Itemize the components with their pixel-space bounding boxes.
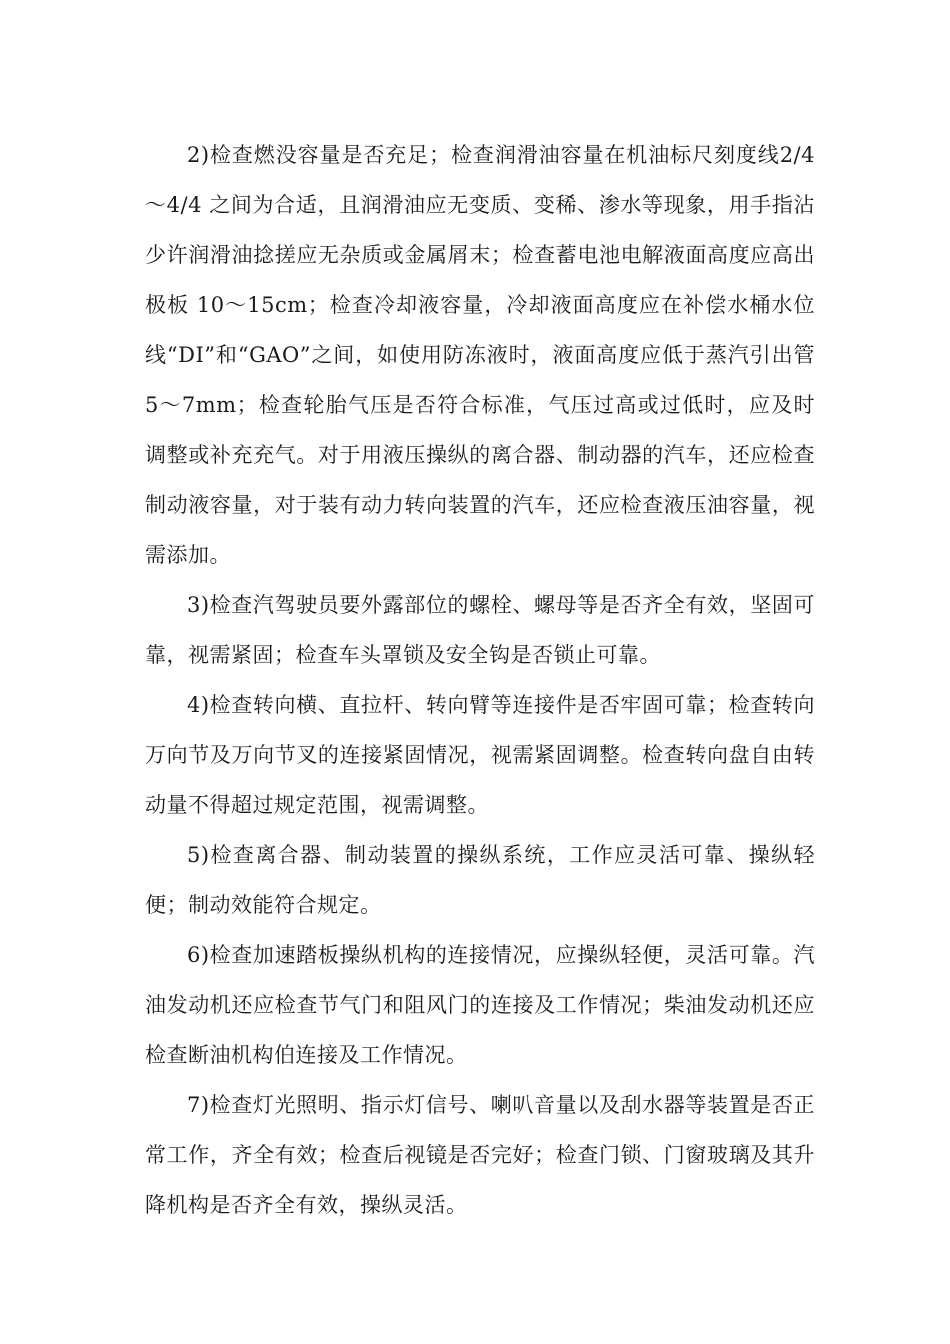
paragraph-item-4: 4)检查转向横、直拉杆、转向臂等连接件是否牢固可靠；检查转向万向节及万向节叉的连接紧固情况，视需紧固调整。检查转向盘自由转动量不得超过规定范围，视需调整。 xyxy=(145,693,815,817)
document-page xyxy=(145,130,815,1230)
paragraph-item-3: 3)检查汽驾驶员要外露部位的螺栓、螺母等是否齐全有效，坚固可靠，视需紧固；检查车头罩锁及安全钩是否锁止可靠。 xyxy=(145,593,815,667)
paragraph-item-6: 6)检查加速踏板操纵机构的连接情况，应操纵轻便，灵活可靠。汽油发动机还应检查节气门和阻风门的连接及工作情况；柴油发动机还应检查断油机构伯连接及工作情况。 xyxy=(145,943,815,1067)
paragraph-item-7: 7)检查灯光照明、指示灯信号、喇叭音量以及刮水器等装置是否正常工作，齐全有效；检查后视镜是否完好；检查门锁、门窗玻璃及其升降机构是否齐全有效，操纵灵活。 xyxy=(145,1093,815,1217)
paragraph-item-2: 2)检查燃没容量是否充足；检查润滑油容量在机油标尺刻度线2/4～4/4 之间为合适，且润滑油应无变质、变稀、渗水等现象，用手指沾少许润滑油捻搓应无杂质或金属屑末；检查蓄电池电解液面高度应高出极板 10～15cm；检查冷却液容量，冷却液面高度应在补偿水桶水位线“DI”和“GAO”之间，如使用防冻液时，液面高度应低于蒸汽引出管 5～7mm；检查轮胎气压是否符合标准，气压过高或过低时，应及时调整或补充充气。对于用液压操纵的离合器、制动器的汽车，还应检查制动液容量，对于装有动力转向装置的汽车，还应检查液压油容量，视需添加。 xyxy=(145,143,815,567)
paragraph-item-5: 5)检查离合器、制动装置的操纵系统，工作应灵活可靠、操纵轻便；制动效能符合规定。 xyxy=(145,843,815,917)
